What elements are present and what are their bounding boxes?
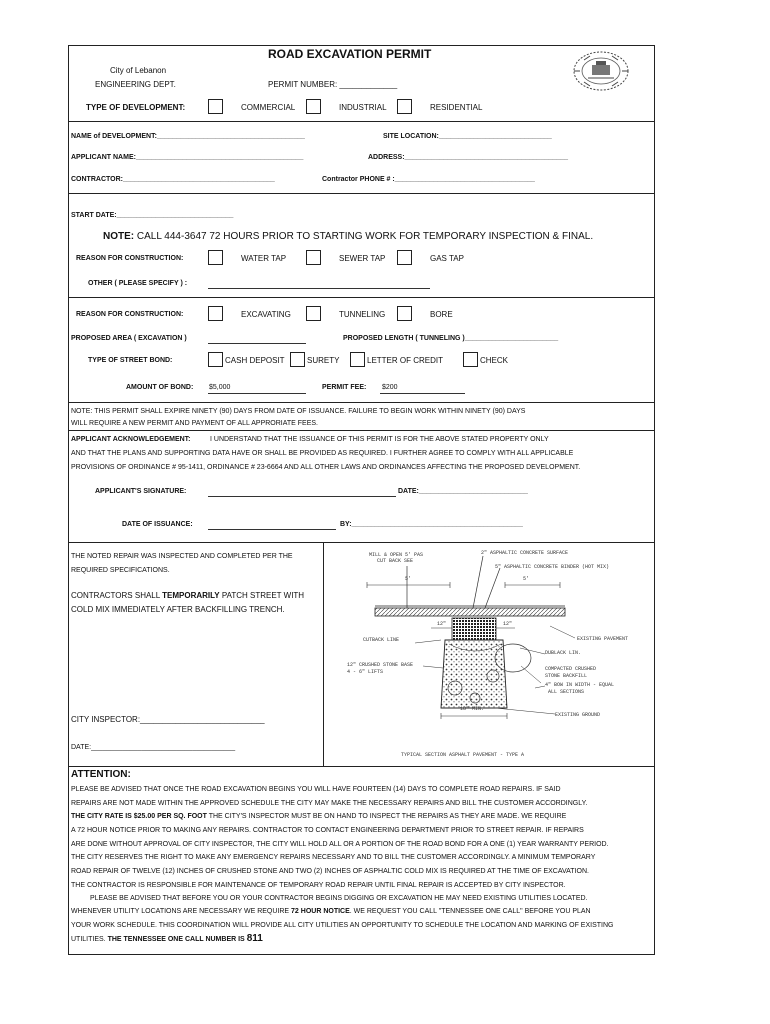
commercial-checkbox[interactable] bbox=[208, 99, 223, 114]
development-type-label: TYPE OF DEVELOPMENT: bbox=[86, 103, 186, 112]
divider bbox=[68, 766, 655, 767]
check-checkbox[interactable] bbox=[463, 352, 478, 367]
diagram-caption: TYPICAL SECTION ASPHALT PAVEMENT - TYPE A bbox=[401, 752, 525, 758]
sewer-tap-checkbox[interactable] bbox=[306, 250, 321, 265]
start-date-field[interactable]: START DATE:______________________________ bbox=[71, 212, 234, 219]
call-notice bbox=[103, 231, 593, 243]
attention-line-text: THE CITY'S INSPECTOR MUST BE ON HAND TO INSPECT THE REPAIRS AS THEY ARE MADE. WE REQUIRE bbox=[206, 813, 567, 820]
permit-fee-line bbox=[380, 393, 465, 394]
diagram-label: 12" CRUSHED STONE BASE bbox=[347, 662, 414, 668]
bore-checkbox[interactable] bbox=[397, 306, 412, 321]
surety-checkbox[interactable] bbox=[290, 352, 305, 367]
other-specify-input[interactable] bbox=[208, 288, 430, 289]
diagram-label: 2" ASPHALTIC CONCRETE SURFACE bbox=[481, 550, 569, 556]
city-name: City of Lebanon bbox=[110, 66, 167, 75]
diagram-label: EXISTING PAVEMENT bbox=[577, 636, 629, 642]
site-location-field[interactable]: SITE LOCATION:_____________________________ bbox=[383, 133, 552, 140]
tunneling-label: TUNNELING bbox=[339, 310, 386, 319]
attention-line bbox=[71, 907, 591, 916]
industrial-label: INDUSTRIAL bbox=[339, 103, 387, 112]
address-field[interactable]: ADDRESS:__________________________________________ bbox=[368, 154, 569, 161]
diagram-label: COMPACTED CRUSHED bbox=[545, 666, 597, 672]
temp-bold: TEMPORARILY bbox=[162, 591, 220, 600]
contractor-phone-field[interactable]: Contractor PHONE # :____________________________________ bbox=[322, 176, 535, 183]
permit-number-field[interactable]: PERMIT NUMBER: _____________ bbox=[268, 80, 398, 89]
reason-label: REASON FOR CONSTRUCTION: bbox=[76, 255, 184, 262]
signature-date-field[interactable]: DATE:____________________________ bbox=[398, 488, 528, 495]
development-name-field[interactable]: NAME of DEVELOPMENT:______________________________________ bbox=[71, 133, 305, 140]
diagram-label: 5' bbox=[405, 576, 412, 582]
temp-post: PATCH STREET WITH bbox=[219, 591, 305, 600]
water-tap-checkbox[interactable] bbox=[208, 250, 223, 265]
attention-line: REPAIRS ARE NOT MADE WITHIN THE APPROVED SCHEDULE THE CITY MAY MAKE THE NECESSARY REPAIRS AND BILL THE CUSTOMER ACCORDINGLY. bbox=[71, 800, 588, 807]
notice-hours: 72 HOUR NOTICE bbox=[291, 908, 350, 915]
diagram-label: DUBLACK LIN. bbox=[545, 650, 582, 656]
city-seal-icon bbox=[570, 50, 632, 92]
attention-line-text: WHENEVER UTILITY LOCATIONS ARE NECESSARY WE REQUIRE bbox=[71, 908, 292, 915]
diagram-label: 18" MIN. bbox=[460, 706, 485, 712]
proposed-area-label: PROPOSED AREA ( EXCAVATION ) bbox=[71, 335, 187, 342]
letter-of-credit-label: LETTER OF CREDIT bbox=[367, 356, 444, 365]
acknowledgement-line: I UNDERSTAND THAT THE ISSUANCE OF THIS PERMIT IS FOR THE ABOVE STATED PROPERTY ONLY bbox=[210, 436, 549, 443]
applicant-name-field[interactable]: APPLICANT NAME:___________________________________________ bbox=[71, 154, 304, 161]
temp-pre: CONTRACTORS SHALL bbox=[71, 591, 163, 600]
diagram-label: STONE BACKFILL bbox=[545, 673, 588, 679]
bond-amount-line bbox=[208, 393, 306, 394]
cash-deposit-checkbox[interactable] bbox=[208, 352, 223, 367]
divider bbox=[68, 542, 655, 543]
attention-line: A 72 HOUR NOTICE PRIOR TO MAKING ANY REPAIRS. CONTRACTOR TO CONTACT ENGINEERING DEPARTMENT PRIOR TO STREET REPAIR. IF REPAIRS bbox=[71, 827, 584, 834]
industrial-checkbox[interactable] bbox=[306, 99, 321, 114]
water-tap-label: WATER TAP bbox=[241, 254, 287, 263]
signature-label: APPLICANT'S SIGNATURE: bbox=[95, 488, 187, 495]
one-call-label: THE TENNESSEE ONE CALL NUMBER IS bbox=[107, 936, 245, 943]
pavement-section-diagram bbox=[345, 548, 645, 760]
bond-amount-label: AMOUNT OF BOND: bbox=[126, 384, 194, 391]
divider bbox=[68, 297, 655, 298]
excavating-checkbox[interactable] bbox=[208, 306, 223, 321]
temporary-patch-text bbox=[71, 591, 304, 601]
one-call-number: 811 bbox=[246, 933, 263, 944]
letter-of-credit-checkbox[interactable] bbox=[350, 352, 365, 367]
excavating-label: EXCAVATING bbox=[241, 310, 291, 319]
surety-label: SURETY bbox=[307, 356, 340, 365]
diagram-label: EXISTING GROUND bbox=[555, 712, 601, 718]
bore-label: BORE bbox=[430, 310, 453, 319]
expire-note-line: NOTE: THIS PERMIT SHALL EXPIRE NINETY (90) DAYS FROM DATE OF ISSUANCE. FAILURE TO BEGIN WORK WITHIN NINETY (90) DAYS bbox=[71, 408, 526, 415]
acknowledgement-line: AND THAT THE PLANS AND SUPPORTING DATA HAVE OR SHALL BE PROVIDED AS REQUIRED. I FURTHER AGREE TO COMPLY WITH ALL APPLICABLE bbox=[71, 450, 574, 457]
attention-line bbox=[71, 934, 263, 944]
permit-fee-value: $200 bbox=[382, 384, 398, 391]
tunneling-checkbox[interactable] bbox=[306, 306, 321, 321]
diagram-label: CUTBACK LINE bbox=[363, 637, 400, 643]
attention-line-text: UTILITIES. bbox=[71, 936, 108, 943]
attention-line: PLEASE BE ADVISED THAT BEFORE YOU OR YOUR CONTRACTOR BEGINS DIGGING OR EXCAVATION HE MAY NEED EXISTING UTILITIES LOCATED. bbox=[90, 895, 588, 902]
note-label: NOTE: bbox=[103, 231, 135, 242]
gas-tap-label: GAS TAP bbox=[430, 254, 464, 263]
other-specify-label: OTHER ( PLEASE SPECIFY ) : bbox=[88, 280, 188, 287]
temporary-patch-text: COLD MIX IMMEDIATELY AFTER BACKFILLING TRENCH. bbox=[71, 605, 285, 614]
residential-label: RESIDENTIAL bbox=[430, 103, 483, 112]
attention-title: ATTENTION: bbox=[71, 769, 131, 780]
sewer-tap-label: SEWER TAP bbox=[339, 254, 386, 263]
proposed-length-field[interactable]: PROPOSED LENGTH ( TUNNELING )________________________ bbox=[343, 335, 559, 342]
city-rate: THE CITY RATE IS $25.00 PER SQ. FOOT bbox=[71, 813, 207, 820]
attention-line bbox=[71, 812, 566, 821]
issued-by-field[interactable]: BY:____________________________________________ bbox=[340, 521, 523, 528]
diagram-label: 4 - 6" LIFTS bbox=[347, 669, 384, 675]
bond-amount-value: $5,000 bbox=[209, 384, 231, 391]
contractor-field[interactable]: CONTRACTOR:_______________________________________ bbox=[71, 176, 275, 183]
diagram-label: 5" ASPHALTIC CONCRETE BINDER (HOT MIX) bbox=[495, 564, 610, 570]
bond-type-label: TYPE OF STREET BOND: bbox=[88, 357, 173, 364]
expire-note-line: WILL REQUIRE A NEW PERMIT AND PAYMENT OF ALL APPRORIATE FEES. bbox=[71, 420, 319, 427]
divider bbox=[68, 193, 655, 194]
diagram-label: ALL SECTIONS bbox=[548, 689, 585, 695]
diagram-label: 12" bbox=[503, 621, 513, 627]
permit-fee-label: PERMIT FEE: bbox=[322, 384, 367, 391]
inspection-text: REQUIRED SPECIFICATIONS. bbox=[71, 567, 170, 574]
diagram-label: 12" bbox=[437, 621, 447, 627]
construction-reason-label: REASON FOR CONSTRUCTION: bbox=[76, 311, 184, 318]
attention-line: PLEASE BE ADVISED THAT ONCE THE ROAD EXCAVATION BEGINS YOU WILL HAVE FOURTEEN (14) DAYS TO COMPLETE ROAD REPAIRS. IF SAID bbox=[71, 786, 561, 793]
diagram-label: CUT BACK SEE bbox=[377, 558, 414, 564]
inspection-text: THE NOTED REPAIR WAS INSPECTED AND COMPLETED PER THE bbox=[71, 553, 293, 560]
note-text: CALL 444-3647 72 HOURS PRIOR TO STARTING WORK FOR TEMPORARY INSPECTION & FINAL. bbox=[134, 231, 594, 242]
attention-line: THE CONTRACTOR IS RESPONSIBLE FOR MAINTENANCE OF TEMPORARY ROAD REPAIR UNTIL FINAL REPAIR IS ACCEPTED BY CITY INSPECTOR. bbox=[71, 882, 566, 889]
diagram-label: 4" BOW IN WIDTH - EQUAL bbox=[545, 682, 615, 688]
diagram-label: MILL & OPEN 5' PAS bbox=[369, 552, 424, 558]
divider bbox=[68, 430, 655, 431]
attention-line: ARE DONE WITHOUT APPROVAL OF CITY INSPECTOR, THE CITY WILL HOLD ALL OR A PORTION OF THE ROAD BOND FOR A ONE (1) YEAR WARRANTY PERIOD. bbox=[71, 841, 609, 848]
cash-deposit-label: CASH DEPOSIT bbox=[225, 356, 285, 365]
inspection-date-field[interactable]: DATE:_____________________________________ bbox=[71, 744, 236, 751]
residential-checkbox[interactable] bbox=[397, 99, 412, 114]
divider-vertical bbox=[323, 542, 324, 766]
check-label: CHECK bbox=[480, 356, 509, 365]
gas-tap-checkbox[interactable] bbox=[397, 250, 412, 265]
department-name: ENGINEERING DEPT. bbox=[95, 80, 176, 89]
page-title: ROAD EXCAVATION PERMIT bbox=[268, 47, 432, 61]
issuance-date-input[interactable] bbox=[208, 529, 336, 530]
signature-input[interactable] bbox=[208, 496, 396, 497]
acknowledgement-line: PROVISIONS OF ORDINANCE # 95-1411, ORDINANCE # 23-6664 AND ALL OTHER LAWS AND ORDINANCES AFFECTING THE PROPOSED DEVELOPMENT. bbox=[71, 464, 581, 471]
proposed-area-input[interactable] bbox=[208, 343, 306, 344]
attention-line: THE CITY RESERVES THE RIGHT TO MAKE ANY EMERGENCY REPAIRS NECESSARY AND TO BILL THE CUSTOMER ACCORDINGLY. A MINIMUM TEMPORARY bbox=[71, 854, 596, 861]
issuance-date-label: DATE OF ISSUANCE: bbox=[122, 521, 193, 528]
attention-line: YOUR WORK SCHEDULE. THIS COORDINATION WILL PROVIDE ALL CITY UTILITIES AN OPPORTUNITY TO SCHEDULE THE LOCATION AND MARKING OF EXISTING bbox=[71, 922, 614, 929]
acknowledgement-label: APPLICANT ACKNOWLEDGEMENT: bbox=[71, 436, 191, 443]
diagram-label: 5' bbox=[523, 576, 530, 582]
divider bbox=[68, 121, 655, 122]
attention-line-text: . WE REQUEST YOU CALL "TENNESSEE ONE CALL" BEFORE YOU PLAN bbox=[349, 908, 591, 915]
divider bbox=[68, 402, 655, 403]
attention-line: ROAD REPAIR OF TWELVE (12) INCHES OF CRUSHED STONE AND TWO (2) INCHES OF ASPHALTIC COLD MIX IS REQUIRED AT THE TIME OF EXCAVATION. bbox=[71, 868, 589, 875]
city-inspector-field[interactable]: CITY INSPECTOR:____________________________ bbox=[71, 715, 265, 724]
commercial-label: COMMERCIAL bbox=[241, 103, 296, 112]
